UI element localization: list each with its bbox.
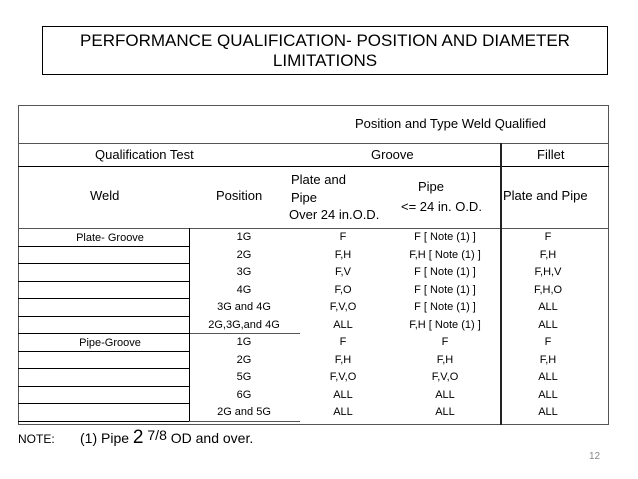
page-number: 12 (589, 451, 601, 462)
cell-plate: F,V (335, 266, 351, 278)
row-separator (18, 403, 189, 404)
cell-fillet: ALL (538, 406, 558, 418)
cell-pipe: F,H [ Note (1) ] (409, 318, 481, 331)
cell-pipe: F,H [ Note (1) ] (409, 248, 481, 261)
pipe-header-line-1: Pipe (418, 179, 445, 194)
cell-fillet: F,H,V (534, 266, 562, 278)
title-line-1: PERFORMANCE QUALIFICATION- POSITION AND DIAMETER (80, 31, 570, 50)
position-header: Position (216, 188, 263, 203)
row-separator (18, 386, 189, 387)
cell-plate: F,V,O (329, 301, 357, 313)
cell-position: 3G (236, 266, 252, 278)
pipe-header-line-2: <= 24 in. O.D. (401, 199, 482, 214)
cell-position: 4G (236, 283, 252, 296)
cell-fillet: F (544, 231, 552, 243)
row-separator (18, 246, 189, 247)
cell-position: 3G and 4G (217, 301, 271, 313)
cell-pipe: ALL (435, 406, 455, 418)
row-separator (18, 368, 189, 369)
fillet-subheader: Plate and Pipe (503, 188, 588, 203)
cell-plate: ALL (333, 388, 353, 401)
group-separator (189, 333, 300, 334)
cell-pipe: F,V,O (431, 371, 459, 383)
cell-fillet: ALL (538, 371, 558, 383)
note-diameter-fraction: 7/8 (147, 427, 167, 443)
cell-plate: F,H (334, 248, 352, 261)
fillet-column-divider (500, 143, 502, 425)
row-separator (18, 421, 189, 422)
cell-plate: F,V,O (329, 371, 357, 383)
cell-position: 6G (236, 388, 252, 401)
plate-pipe-header-line-2: Pipe (291, 190, 318, 205)
row-separator (18, 333, 189, 334)
cell-plate: ALL (333, 318, 353, 331)
cell-position: 2G (236, 248, 252, 261)
row-separator (18, 263, 189, 264)
cell-position: 1G (236, 231, 252, 243)
cell-position: 2G,3G,and 4G (208, 318, 280, 331)
row-separator (18, 298, 189, 299)
cell-fillet: F,H (539, 248, 557, 261)
plate-pipe-header-line-1: Plate and (291, 172, 346, 187)
weld-label: Plate- Groove (76, 232, 144, 244)
note-suffix: OD and over. (170, 430, 254, 446)
cell-position: 2G and 5G (217, 406, 271, 418)
cell-pipe: F [ Note (1) ] (414, 231, 476, 243)
cell-fillet: ALL (538, 388, 558, 401)
cell-plate: F,O (334, 283, 352, 296)
note-prefix: (1) Pipe (80, 430, 130, 446)
cell-plate: F (339, 336, 347, 348)
cell-fillet: F (544, 336, 552, 348)
header-divider-2 (18, 166, 609, 167)
weld-label: Pipe-Groove (79, 337, 141, 349)
weld-position-divider (189, 228, 190, 333)
row-separator (18, 281, 189, 282)
qualification-test-header: Qualification Test (95, 147, 194, 162)
cell-position: 1G (236, 336, 252, 348)
cell-pipe: F [ Note (1) ] (414, 301, 476, 313)
cell-fillet: ALL (538, 318, 558, 331)
note-text (80, 427, 253, 449)
cell-position: 2G (236, 353, 252, 366)
cell-pipe: F,H (436, 353, 454, 366)
header-divider-3 (18, 228, 609, 229)
fillet-header: Fillet (537, 147, 565, 162)
qualified-header: Position and Type Weld Qualified (355, 116, 547, 131)
cell-plate: F,H (334, 353, 352, 366)
cell-pipe: ALL (435, 388, 455, 401)
cell-pipe: F [ Note (1) ] (414, 266, 476, 278)
cell-fillet: F,H (539, 353, 557, 366)
cell-pipe: F [ Note (1) ] (414, 283, 476, 296)
row-separator (18, 351, 189, 352)
header-divider-1 (18, 143, 609, 144)
plate-pipe-header-line-3: Over 24 in.O.D. (289, 207, 380, 222)
cell-fillet: F,H,O (533, 283, 563, 296)
cell-plate: ALL (333, 406, 353, 418)
title-line-2: LIMITATIONS (272, 51, 378, 70)
cell-pipe: F (441, 336, 449, 348)
cell-position: 5G (236, 371, 252, 383)
slide-title (42, 26, 608, 75)
cell-plate: F (339, 231, 347, 243)
note-label: NOTE: (18, 432, 55, 446)
weld-position-divider (189, 333, 190, 421)
cell-fillet: ALL (538, 301, 558, 313)
group-separator (189, 421, 300, 422)
groove-header: Groove (371, 147, 414, 162)
note-diameter-whole: 2 (132, 427, 144, 448)
weld-header: Weld (90, 188, 120, 203)
row-separator (18, 316, 189, 317)
